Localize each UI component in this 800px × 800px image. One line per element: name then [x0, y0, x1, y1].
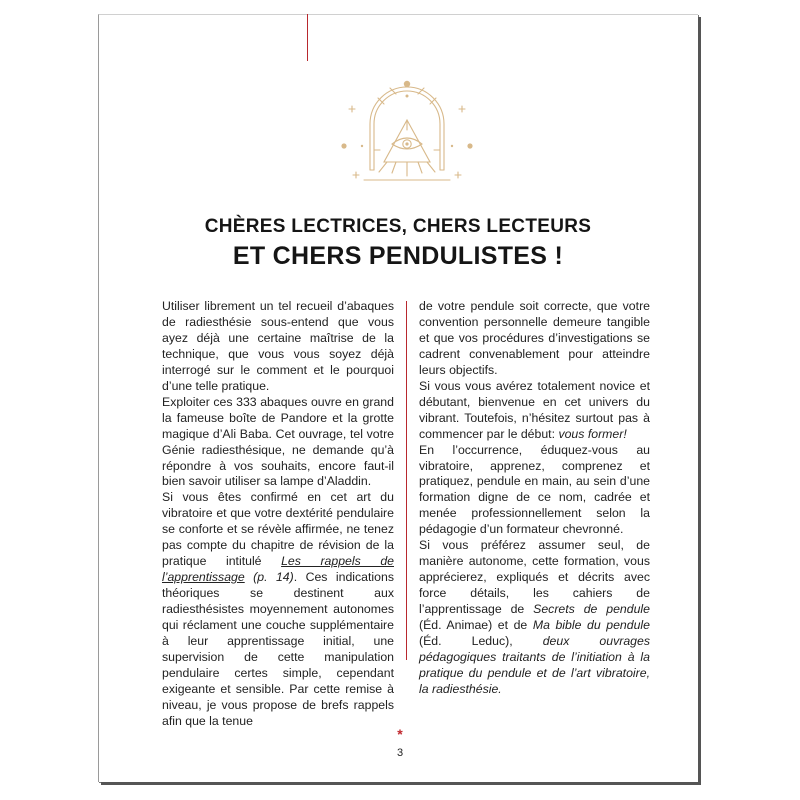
left-paragraph-3-start: Si vous êtes confirmé en cet art du vibratoire et que votre dextérité pendulaire se conforte et se révèle affirmée, ne tenez pas compte du chapitre de révision de la pratique intitulé: [162, 490, 394, 569]
right-paragraph-4: [419, 538, 650, 698]
right-paragraph-2-start: Si vous vous avérez totalement novice et débutant, bienvenue en cet univers du vibrant. Toutefois, n’hésitez surtout pas à commencer par le début:: [419, 378, 650, 441]
footer-asterisk: *: [397, 726, 403, 742]
right-paragraph-2-emphasis: vous former!: [558, 426, 627, 441]
column-divider: [406, 301, 407, 660]
right-paragraph-3: En l’occurrence, éduquez-vous au vibratoire, apprenez, comprenez et pratiquez, pendule en main, au sein d’une formation digne de ce nom, cadrée et menée professionnellement selon la pédagogie d’un formateur chevronné.: [419, 442, 650, 537]
book-title-secrets: Secrets de pendule: [533, 602, 651, 617]
left-text-column: [162, 299, 394, 730]
top-red-rule: [307, 14, 308, 61]
right-paragraph-1: de votre pendule soit correcte, que votre convention personnelle demeure tangible et que vos procédures d’investigations se cadrent convenablement pour atteindre leurs objectifs.: [419, 299, 650, 377]
left-paragraph-2: Exploiter ces 333 abaques ouvre en grand la fameuse boîte de Pandore et la grotte magique d’Ali Baba. Cet ouvrage, tel votre Génie radiesthésique, ne demande qu’à répondre à vos souhaits, encore faut-il bien savoir utiliser sa lampe d’Aladdin.: [162, 394, 394, 489]
left-paragraph-3: [162, 490, 394, 729]
left-paragraph-1: Utiliser librement un tel recueil d’abaques de radiesthésie sous-entend que vous ayez déjà une certaine maîtrise de la technique, que vous vous soyez déjà interrogé sur le comment et le pourquoi d’une telle pratique.: [162, 299, 394, 393]
page-title-line-2: ET CHERS PENDULISTES !: [232, 242, 564, 270]
right-paragraph-2: [419, 379, 650, 443]
left-paragraph-3-end: . Ces indications théoriques se destinent aux radiesthésistes moyennement autonomes qui réclament une couche supplémentaire à leur apprentissage initial, une supervision de cette manipulation pendulaire certes simple, cependant exigeante et sensible. Par cette remise à niveau, je vous propose de brefs rappels afin que la tenue: [162, 570, 394, 728]
page-reference: (p. 14): [244, 570, 294, 585]
right-paragraph-4-mid2: (Éd. Leduc),: [419, 634, 543, 649]
right-text-column: [419, 299, 650, 698]
page-title-line-1: CHÈRES LECTRICES, CHERS LECTEURS: [204, 216, 592, 237]
right-paragraph-4-start: Si vous préférez assumer seul, de manière autonome, cette formation, vous apprécierez, expliqués et décrits avec force détails, les cahiers de l’apprentissage de: [419, 538, 650, 617]
right-paragraph-4-mid: (Éd. Animae) et de: [419, 618, 533, 633]
book-title-bible: Ma bible du pendule: [532, 618, 650, 633]
eye-of-providence-icon: [334, 76, 480, 194]
page-number: 3: [396, 747, 404, 759]
right-paragraph-4-emphasis: deux ouvrages pédagogiques traitants de l’initiation à la pratique du pendule et de l’art vibratoire, la radiesthésie.: [419, 634, 650, 696]
rappels-link[interactable]: Les rappels de l’apprentissage: [162, 554, 394, 585]
